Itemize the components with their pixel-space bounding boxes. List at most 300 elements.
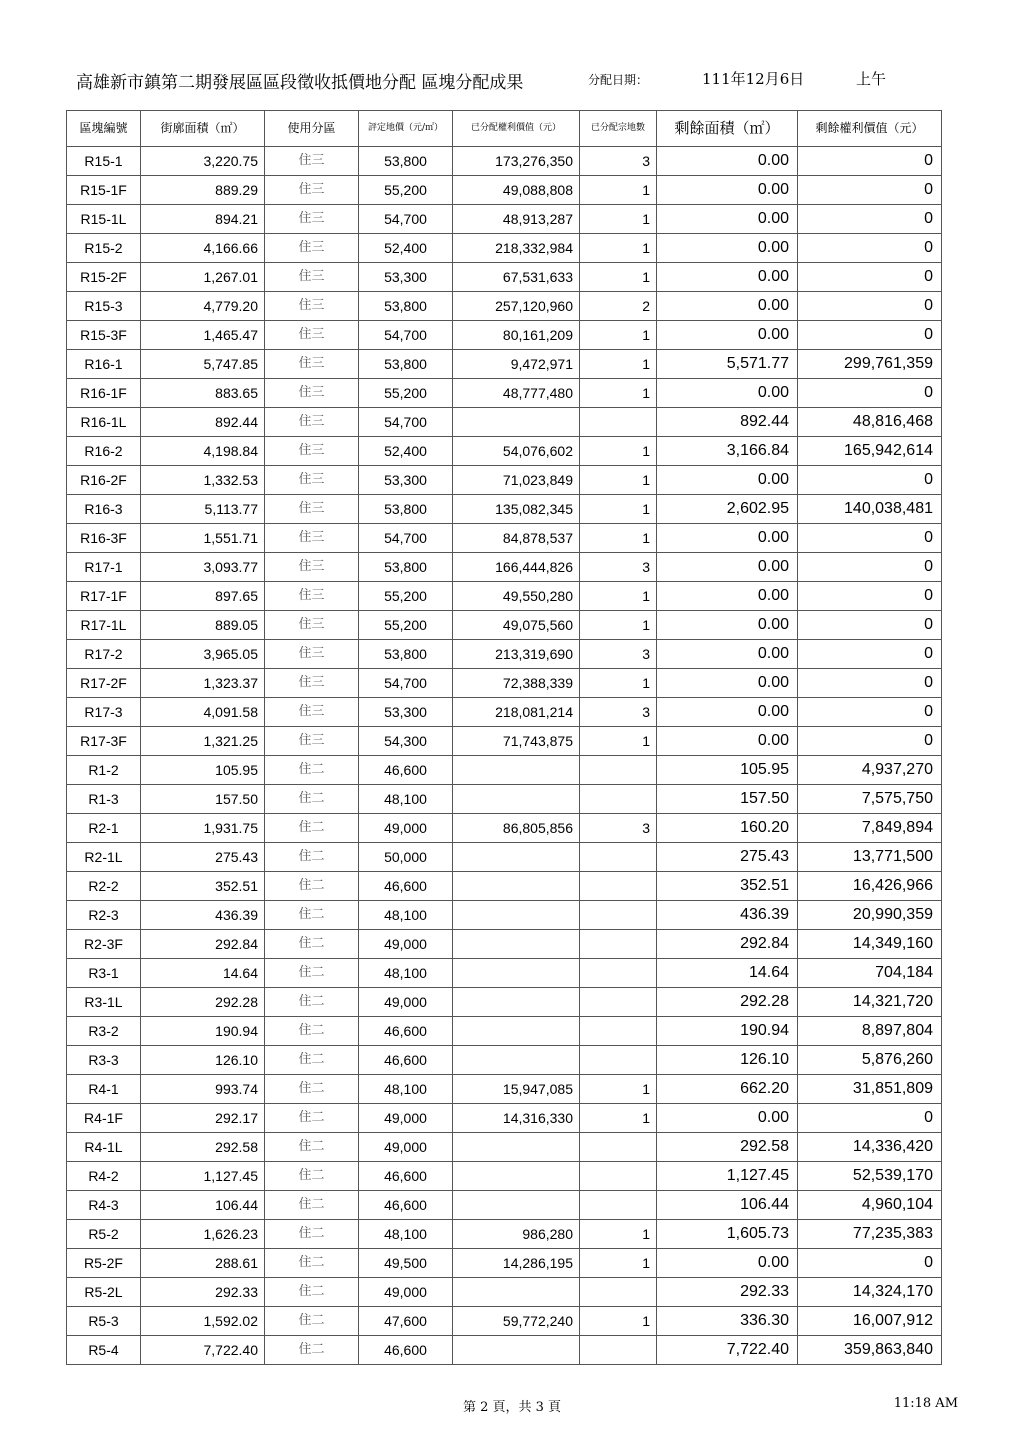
block-area-cell: 897.65 bbox=[141, 582, 265, 611]
allocated-value-cell: 213,319,690 bbox=[453, 640, 580, 669]
col-header-land-price: 評定地價（元/㎡） bbox=[359, 111, 453, 147]
allocated-lots-cell: 1 bbox=[580, 379, 657, 408]
land-price-cell: 49,000 bbox=[359, 1133, 453, 1162]
block-area-cell: 4,779.20 bbox=[141, 292, 265, 321]
land-price-cell: 49,000 bbox=[359, 930, 453, 959]
remaining-area-cell: 5,571.77 bbox=[657, 350, 798, 379]
table-row bbox=[67, 1133, 942, 1162]
col-header-block-id: 區塊編號 bbox=[67, 111, 141, 147]
block-area-cell: 14.64 bbox=[141, 959, 265, 988]
zoning-cell: 住三 bbox=[265, 466, 359, 495]
allocated-lots-cell: 1 bbox=[580, 205, 657, 234]
allocated-value-cell: 173,276,350 bbox=[453, 147, 580, 176]
table-row bbox=[67, 1104, 942, 1133]
zoning-cell: 住二 bbox=[265, 1046, 359, 1075]
allocated-lots-cell: 1 bbox=[580, 1075, 657, 1104]
land-price-cell: 46,600 bbox=[359, 872, 453, 901]
remaining-area-cell: 275.43 bbox=[657, 843, 798, 872]
block-area-cell: 292.58 bbox=[141, 1133, 265, 1162]
table-row bbox=[67, 1249, 942, 1278]
block-id-cell: R17-3F bbox=[67, 727, 141, 756]
table-row bbox=[67, 205, 942, 234]
col-header-allocated-value: 已分配權利價值（元） bbox=[453, 111, 580, 147]
block-id-cell: R16-3F bbox=[67, 524, 141, 553]
remaining-value-cell: 0 bbox=[798, 321, 942, 350]
block-area-cell: 889.29 bbox=[141, 176, 265, 205]
land-price-cell: 55,200 bbox=[359, 582, 453, 611]
remaining-area-cell: 662.20 bbox=[657, 1075, 798, 1104]
block-id-cell: R16-1 bbox=[67, 350, 141, 379]
allocated-lots-cell: 1 bbox=[580, 437, 657, 466]
land-price-cell: 46,600 bbox=[359, 756, 453, 785]
land-price-cell: 52,400 bbox=[359, 437, 453, 466]
block-area-cell: 1,332.53 bbox=[141, 466, 265, 495]
allocated-lots-cell bbox=[580, 1191, 657, 1220]
remaining-value-cell: 8,897,804 bbox=[798, 1017, 942, 1046]
allocated-value-cell bbox=[453, 930, 580, 959]
allocated-value-cell: 48,777,480 bbox=[453, 379, 580, 408]
land-price-cell: 50,000 bbox=[359, 843, 453, 872]
block-area-cell: 4,198.84 bbox=[141, 437, 265, 466]
allocated-lots-cell bbox=[580, 988, 657, 1017]
block-id-cell: R16-2 bbox=[67, 437, 141, 466]
table-row bbox=[67, 843, 942, 872]
allocated-value-cell bbox=[453, 408, 580, 437]
remaining-value-cell: 31,851,809 bbox=[798, 1075, 942, 1104]
remaining-area-cell: 0.00 bbox=[657, 234, 798, 263]
land-price-cell: 48,100 bbox=[359, 959, 453, 988]
remaining-area-cell: 292.58 bbox=[657, 1133, 798, 1162]
block-id-cell: R17-2 bbox=[67, 640, 141, 669]
block-area-cell: 275.43 bbox=[141, 843, 265, 872]
table-row bbox=[67, 727, 942, 756]
land-price-cell: 53,300 bbox=[359, 466, 453, 495]
block-area-cell: 4,166.66 bbox=[141, 234, 265, 263]
block-area-cell: 5,113.77 bbox=[141, 495, 265, 524]
allocated-lots-cell: 1 bbox=[580, 727, 657, 756]
zoning-cell: 住二 bbox=[265, 901, 359, 930]
zoning-cell: 住二 bbox=[265, 872, 359, 901]
remaining-value-cell: 359,863,840 bbox=[798, 1336, 942, 1365]
allocation-table bbox=[66, 110, 942, 1365]
allocated-lots-cell: 1 bbox=[580, 1249, 657, 1278]
land-price-cell: 47,600 bbox=[359, 1307, 453, 1336]
allocated-value-cell: 49,075,560 bbox=[453, 611, 580, 640]
block-id-cell: R16-1L bbox=[67, 408, 141, 437]
allocated-lots-cell: 1 bbox=[580, 350, 657, 379]
land-price-cell: 54,700 bbox=[359, 669, 453, 698]
table-row bbox=[67, 959, 942, 988]
distribution-date: 111年12月6日 bbox=[702, 70, 805, 88]
remaining-value-cell: 4,937,270 bbox=[798, 756, 942, 785]
remaining-area-cell: 157.50 bbox=[657, 785, 798, 814]
allocated-lots-cell: 1 bbox=[580, 176, 657, 205]
remaining-value-cell: 13,771,500 bbox=[798, 843, 942, 872]
table-body bbox=[67, 147, 942, 1365]
allocated-value-cell bbox=[453, 843, 580, 872]
remaining-value-cell: 0 bbox=[798, 640, 942, 669]
remaining-area-cell: 292.84 bbox=[657, 930, 798, 959]
land-price-cell: 49,000 bbox=[359, 814, 453, 843]
block-id-cell: R15-2 bbox=[67, 234, 141, 263]
allocated-lots-cell: 1 bbox=[580, 263, 657, 292]
block-area-cell: 292.84 bbox=[141, 930, 265, 959]
allocated-lots-cell: 3 bbox=[580, 814, 657, 843]
block-area-cell: 1,626.23 bbox=[141, 1220, 265, 1249]
zoning-cell: 住三 bbox=[265, 669, 359, 698]
block-area-cell: 106.44 bbox=[141, 1191, 265, 1220]
allocated-value-cell: 67,531,633 bbox=[453, 263, 580, 292]
block-id-cell: R15-3 bbox=[67, 292, 141, 321]
remaining-area-cell: 0.00 bbox=[657, 640, 798, 669]
block-area-cell: 4,091.58 bbox=[141, 698, 265, 727]
zoning-cell: 住二 bbox=[265, 1249, 359, 1278]
remaining-area-cell: 105.95 bbox=[657, 756, 798, 785]
allocated-lots-cell: 1 bbox=[580, 234, 657, 263]
allocated-value-cell: 49,550,280 bbox=[453, 582, 580, 611]
allocated-lots-cell: 1 bbox=[580, 1307, 657, 1336]
allocated-value-cell: 54,076,602 bbox=[453, 437, 580, 466]
allocated-lots-cell bbox=[580, 930, 657, 959]
zoning-cell: 住二 bbox=[265, 1220, 359, 1249]
land-price-cell: 46,600 bbox=[359, 1162, 453, 1191]
land-price-cell: 55,200 bbox=[359, 379, 453, 408]
allocated-lots-cell: 1 bbox=[580, 582, 657, 611]
zoning-cell: 住三 bbox=[265, 727, 359, 756]
remaining-area-cell: 0.00 bbox=[657, 205, 798, 234]
header-row bbox=[67, 111, 942, 147]
allocated-value-cell: 80,161,209 bbox=[453, 321, 580, 350]
allocated-lots-cell bbox=[580, 785, 657, 814]
block-id-cell: R16-2F bbox=[67, 466, 141, 495]
zoning-cell: 住二 bbox=[265, 1336, 359, 1365]
block-area-cell: 894.21 bbox=[141, 205, 265, 234]
block-id-cell: R2-3F bbox=[67, 930, 141, 959]
block-id-cell: R3-1L bbox=[67, 988, 141, 1017]
table-row bbox=[67, 553, 942, 582]
land-price-cell: 55,200 bbox=[359, 176, 453, 205]
allocated-lots-cell bbox=[580, 1133, 657, 1162]
remaining-area-cell: 0.00 bbox=[657, 1249, 798, 1278]
table-row bbox=[67, 379, 942, 408]
block-id-cell: R15-1 bbox=[67, 147, 141, 176]
table-row bbox=[67, 872, 942, 901]
remaining-area-cell: 436.39 bbox=[657, 901, 798, 930]
allocated-lots-cell: 1 bbox=[580, 611, 657, 640]
remaining-area-cell: 0.00 bbox=[657, 263, 798, 292]
zoning-cell: 住二 bbox=[265, 843, 359, 872]
block-area-cell: 436.39 bbox=[141, 901, 265, 930]
zoning-cell: 住三 bbox=[265, 205, 359, 234]
table-row bbox=[67, 1307, 942, 1336]
allocated-lots-cell: 3 bbox=[580, 553, 657, 582]
land-price-cell: 48,100 bbox=[359, 1220, 453, 1249]
allocated-value-cell: 15,947,085 bbox=[453, 1075, 580, 1104]
land-price-cell: 53,800 bbox=[359, 292, 453, 321]
block-area-cell: 993.74 bbox=[141, 1075, 265, 1104]
remaining-area-cell: 0.00 bbox=[657, 147, 798, 176]
block-id-cell: R2-2 bbox=[67, 872, 141, 901]
zoning-cell: 住三 bbox=[265, 698, 359, 727]
block-area-cell: 288.61 bbox=[141, 1249, 265, 1278]
table-row bbox=[67, 263, 942, 292]
land-price-cell: 54,700 bbox=[359, 408, 453, 437]
allocated-lots-cell: 1 bbox=[580, 495, 657, 524]
block-area-cell: 3,965.05 bbox=[141, 640, 265, 669]
zoning-cell: 住三 bbox=[265, 292, 359, 321]
allocated-value-cell: 986,280 bbox=[453, 1220, 580, 1249]
zoning-cell: 住三 bbox=[265, 408, 359, 437]
remaining-area-cell: 7,722.40 bbox=[657, 1336, 798, 1365]
allocated-lots-cell: 3 bbox=[580, 147, 657, 176]
remaining-value-cell: 0 bbox=[798, 1249, 942, 1278]
allocated-value-cell: 48,913,287 bbox=[453, 205, 580, 234]
table-row bbox=[67, 321, 942, 350]
remaining-area-cell: 0.00 bbox=[657, 727, 798, 756]
allocated-lots-cell bbox=[580, 901, 657, 930]
allocated-lots-cell: 1 bbox=[580, 524, 657, 553]
zoning-cell: 住三 bbox=[265, 553, 359, 582]
zoning-cell: 住三 bbox=[265, 611, 359, 640]
remaining-value-cell: 48,816,468 bbox=[798, 408, 942, 437]
zoning-cell: 住二 bbox=[265, 1162, 359, 1191]
remaining-value-cell: 4,960,104 bbox=[798, 1191, 942, 1220]
table-row bbox=[67, 1191, 942, 1220]
land-price-cell: 54,700 bbox=[359, 205, 453, 234]
date-label: 分配日期： bbox=[588, 73, 649, 87]
table-row bbox=[67, 234, 942, 263]
table-row bbox=[67, 1336, 942, 1365]
zoning-cell: 住三 bbox=[265, 234, 359, 263]
land-price-cell: 49,000 bbox=[359, 1278, 453, 1307]
land-price-cell: 46,600 bbox=[359, 1017, 453, 1046]
zoning-cell: 住三 bbox=[265, 524, 359, 553]
table-row bbox=[67, 785, 942, 814]
block-id-cell: R17-1F bbox=[67, 582, 141, 611]
zoning-cell: 住三 bbox=[265, 437, 359, 466]
remaining-area-cell: 0.00 bbox=[657, 292, 798, 321]
allocated-value-cell bbox=[453, 1046, 580, 1075]
page-title: 高雄新市鎮第二期發展區區段徵收抵價地分配 區塊分配成果 bbox=[76, 73, 524, 93]
col-header-block-area: 街廓面積（㎡） bbox=[141, 111, 265, 147]
remaining-area-cell: 1,605.73 bbox=[657, 1220, 798, 1249]
remaining-area-cell: 892.44 bbox=[657, 408, 798, 437]
remaining-value-cell: 0 bbox=[798, 582, 942, 611]
land-price-cell: 54,300 bbox=[359, 727, 453, 756]
remaining-area-cell: 0.00 bbox=[657, 321, 798, 350]
block-area-cell: 292.17 bbox=[141, 1104, 265, 1133]
block-id-cell: R15-1L bbox=[67, 205, 141, 234]
remaining-area-cell: 0.00 bbox=[657, 553, 798, 582]
col-header-remaining-value: 剩餘權利價值（元） bbox=[798, 111, 942, 147]
block-id-cell: R16-1F bbox=[67, 379, 141, 408]
table-row bbox=[67, 1220, 942, 1249]
zoning-cell: 住三 bbox=[265, 321, 359, 350]
remaining-area-cell: 106.44 bbox=[657, 1191, 798, 1220]
block-area-cell: 1,931.75 bbox=[141, 814, 265, 843]
allocated-value-cell: 14,286,195 bbox=[453, 1249, 580, 1278]
land-price-cell: 49,000 bbox=[359, 988, 453, 1017]
remaining-area-cell: 0.00 bbox=[657, 582, 798, 611]
remaining-value-cell: 16,426,966 bbox=[798, 872, 942, 901]
zoning-cell: 住二 bbox=[265, 1307, 359, 1336]
zoning-cell: 住二 bbox=[265, 1133, 359, 1162]
remaining-value-cell: 0 bbox=[798, 466, 942, 495]
table-row bbox=[67, 1278, 942, 1307]
land-price-cell: 46,600 bbox=[359, 1336, 453, 1365]
block-id-cell: R4-1L bbox=[67, 1133, 141, 1162]
allocated-lots-cell: 1 bbox=[580, 321, 657, 350]
block-area-cell: 1,321.25 bbox=[141, 727, 265, 756]
remaining-value-cell: 16,007,912 bbox=[798, 1307, 942, 1336]
table-row bbox=[67, 466, 942, 495]
block-area-cell: 1,592.02 bbox=[141, 1307, 265, 1336]
remaining-value-cell: 0 bbox=[798, 292, 942, 321]
table-row bbox=[67, 698, 942, 727]
zoning-cell: 住三 bbox=[265, 495, 359, 524]
allocated-lots-cell: 3 bbox=[580, 698, 657, 727]
remaining-value-cell: 14,349,160 bbox=[798, 930, 942, 959]
block-id-cell: R3-1 bbox=[67, 959, 141, 988]
allocated-value-cell: 257,120,960 bbox=[453, 292, 580, 321]
allocated-lots-cell bbox=[580, 1278, 657, 1307]
allocated-lots-cell: 2 bbox=[580, 292, 657, 321]
table-row bbox=[67, 1162, 942, 1191]
remaining-value-cell: 0 bbox=[798, 379, 942, 408]
allocated-lots-cell: 1 bbox=[580, 669, 657, 698]
table-row bbox=[67, 814, 942, 843]
remaining-area-cell: 352.51 bbox=[657, 872, 798, 901]
allocated-value-cell bbox=[453, 756, 580, 785]
block-id-cell: R4-3 bbox=[67, 1191, 141, 1220]
remaining-value-cell: 14,336,420 bbox=[798, 1133, 942, 1162]
block-area-cell: 1,323.37 bbox=[141, 669, 265, 698]
zoning-cell: 住三 bbox=[265, 263, 359, 292]
land-price-cell: 48,100 bbox=[359, 901, 453, 930]
block-id-cell: R5-2F bbox=[67, 1249, 141, 1278]
zoning-cell: 住三 bbox=[265, 379, 359, 408]
remaining-area-cell: 292.28 bbox=[657, 988, 798, 1017]
land-price-cell: 53,800 bbox=[359, 553, 453, 582]
land-price-cell: 49,000 bbox=[359, 1104, 453, 1133]
remaining-area-cell: 336.30 bbox=[657, 1307, 798, 1336]
allocated-lots-cell bbox=[580, 408, 657, 437]
remaining-value-cell: 140,038,481 bbox=[798, 495, 942, 524]
remaining-area-cell: 3,166.84 bbox=[657, 437, 798, 466]
land-price-cell: 53,800 bbox=[359, 495, 453, 524]
remaining-area-cell: 292.33 bbox=[657, 1278, 798, 1307]
table-row bbox=[67, 582, 942, 611]
allocated-value-cell: 166,444,826 bbox=[453, 553, 580, 582]
land-price-cell: 46,600 bbox=[359, 1191, 453, 1220]
block-id-cell: R3-2 bbox=[67, 1017, 141, 1046]
land-price-cell: 53,300 bbox=[359, 698, 453, 727]
zoning-cell: 住二 bbox=[265, 756, 359, 785]
print-time: 11:18 AM bbox=[893, 1396, 958, 1411]
allocated-value-cell bbox=[453, 872, 580, 901]
remaining-area-cell: 0.00 bbox=[657, 466, 798, 495]
block-id-cell: R2-1L bbox=[67, 843, 141, 872]
zoning-cell: 住三 bbox=[265, 640, 359, 669]
block-area-cell: 883.65 bbox=[141, 379, 265, 408]
remaining-value-cell: 0 bbox=[798, 176, 942, 205]
block-id-cell: R4-2 bbox=[67, 1162, 141, 1191]
block-id-cell: R4-1 bbox=[67, 1075, 141, 1104]
block-area-cell: 157.50 bbox=[141, 785, 265, 814]
table-row bbox=[67, 176, 942, 205]
table-row bbox=[67, 640, 942, 669]
allocated-value-cell bbox=[453, 1133, 580, 1162]
allocated-value-cell: 218,081,214 bbox=[453, 698, 580, 727]
remaining-value-cell: 0 bbox=[798, 727, 942, 756]
remaining-area-cell: 0.00 bbox=[657, 524, 798, 553]
zoning-cell: 住三 bbox=[265, 582, 359, 611]
remaining-value-cell: 0 bbox=[798, 263, 942, 292]
remaining-value-cell: 0 bbox=[798, 524, 942, 553]
allocated-value-cell bbox=[453, 1162, 580, 1191]
block-id-cell: R17-3 bbox=[67, 698, 141, 727]
table-row bbox=[67, 901, 942, 930]
land-price-cell: 46,600 bbox=[359, 1046, 453, 1075]
table-row bbox=[67, 495, 942, 524]
remaining-value-cell: 5,876,260 bbox=[798, 1046, 942, 1075]
block-id-cell: R15-1F bbox=[67, 176, 141, 205]
table-row bbox=[67, 756, 942, 785]
zoning-cell: 住二 bbox=[265, 1191, 359, 1220]
time-period: 上午 bbox=[856, 70, 887, 88]
allocated-value-cell: 72,388,339 bbox=[453, 669, 580, 698]
table-row bbox=[67, 350, 942, 379]
land-price-cell: 54,700 bbox=[359, 321, 453, 350]
zoning-cell: 住二 bbox=[265, 1104, 359, 1133]
remaining-area-cell: 2,602.95 bbox=[657, 495, 798, 524]
allocated-value-cell bbox=[453, 1336, 580, 1365]
remaining-value-cell: 14,321,720 bbox=[798, 988, 942, 1017]
block-area-cell: 352.51 bbox=[141, 872, 265, 901]
allocated-value-cell bbox=[453, 988, 580, 1017]
remaining-area-cell: 0.00 bbox=[657, 669, 798, 698]
remaining-area-cell: 14.64 bbox=[657, 959, 798, 988]
block-id-cell: R5-2 bbox=[67, 1220, 141, 1249]
block-area-cell: 7,722.40 bbox=[141, 1336, 265, 1365]
remaining-value-cell: 0 bbox=[798, 669, 942, 698]
allocated-lots-cell bbox=[580, 872, 657, 901]
block-id-cell: R2-1 bbox=[67, 814, 141, 843]
allocated-lots-cell bbox=[580, 1162, 657, 1191]
remaining-value-cell: 0 bbox=[798, 611, 942, 640]
allocated-lots-cell bbox=[580, 1017, 657, 1046]
block-area-cell: 292.28 bbox=[141, 988, 265, 1017]
allocated-value-cell: 59,772,240 bbox=[453, 1307, 580, 1336]
allocated-value-cell: 218,332,984 bbox=[453, 234, 580, 263]
block-area-cell: 1,127.45 bbox=[141, 1162, 265, 1191]
land-price-cell: 48,100 bbox=[359, 1075, 453, 1104]
remaining-area-cell: 0.00 bbox=[657, 1104, 798, 1133]
remaining-value-cell: 52,539,170 bbox=[798, 1162, 942, 1191]
block-area-cell: 1,465.47 bbox=[141, 321, 265, 350]
block-area-cell: 105.95 bbox=[141, 756, 265, 785]
remaining-value-cell: 14,324,170 bbox=[798, 1278, 942, 1307]
remaining-value-cell: 0 bbox=[798, 234, 942, 263]
block-area-cell: 3,220.75 bbox=[141, 147, 265, 176]
land-price-cell: 53,800 bbox=[359, 640, 453, 669]
allocated-value-cell: 84,878,537 bbox=[453, 524, 580, 553]
remaining-area-cell: 160.20 bbox=[657, 814, 798, 843]
block-area-cell: 889.05 bbox=[141, 611, 265, 640]
zoning-cell: 住二 bbox=[265, 1075, 359, 1104]
block-id-cell: R5-3 bbox=[67, 1307, 141, 1336]
block-id-cell: R15-3F bbox=[67, 321, 141, 350]
